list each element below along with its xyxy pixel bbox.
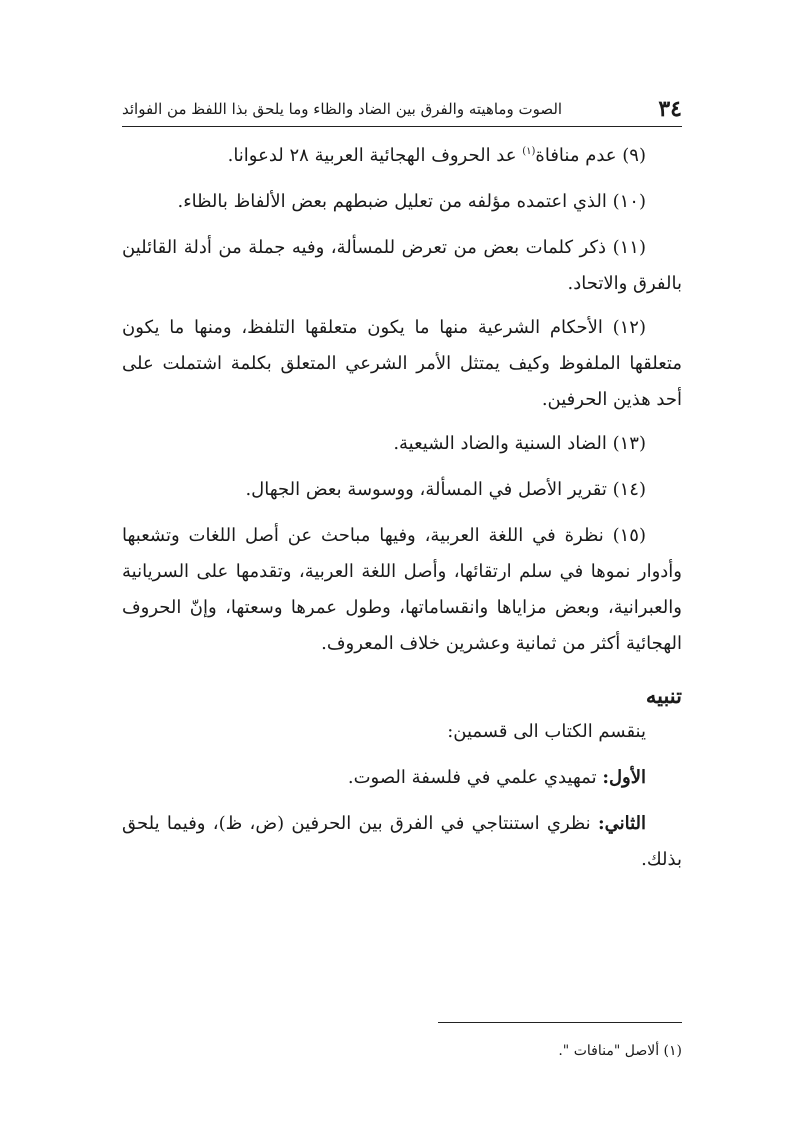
list-item: [122, 138, 682, 174]
footnote-reference: (١): [522, 146, 536, 157]
footnote-divider: [438, 1022, 682, 1023]
running-title: الصوت وماهيته والفرق بين الضاد والظاء وما يلحق بذا اللفظ من الفوائد: [122, 100, 563, 118]
item-text: عد الحروف الهجائية العربية ٢٨ لدعوانا.: [227, 145, 523, 166]
list-item: (١٣) الضاد السنية والضاد الشيعية.: [393, 433, 646, 454]
part-label: الثاني:: [597, 813, 646, 834]
page-header: [122, 92, 682, 127]
list-item: (١١) ذكر كلمات بعض من تعرض للمسألة، وفيه جملة من أدلة القائلين بالفرق والاتحاد.: [122, 237, 682, 294]
note-part-one: [122, 760, 682, 796]
list-item: (١٤) تقرير الأصل في المسألة، ووسوسة بعض الجهال.: [245, 479, 646, 500]
section-heading: تنبيه: [645, 683, 682, 708]
list-item: (١٢) الأحكام الشرعية منها ما يكون متعلقها التلفظ، ومنها ما يكون متعلقها الملفوظ وكيف يمتثل الأمر الشرعي المتعلق بكلمة اشتملت على أحد هذين الحرفين.: [122, 317, 682, 410]
list-item: (١٥) نظرة في اللغة العربية، وفيها مباحث عن أصل اللغات وتشعبها وأدوار نموها في سلم ارتقائها، وأصل اللغة العربية، وتقدمها على السريانية والعبرانية، وبعض مزاياها وانقساماتها، وطول عمرها وسعتها، وإنّ الحروف الهجائية أكثر من ثمانية وعشرين خلاف المعروف.: [122, 525, 682, 654]
item-text: (٩) عدم منافاة: [535, 145, 646, 166]
list-item: (١٠) الذي اعتمده مؤلفه من تعليل ضبطهم بعض الألفاظ بالظاء.: [177, 191, 646, 212]
part-text: تمهيدي علمي في فلسفة الصوت.: [347, 767, 603, 788]
footnote: (١) ألاصل "منافات ".: [558, 1043, 682, 1059]
book-page: [122, 0, 682, 1134]
part-label: الأول:: [602, 767, 646, 788]
note-intro: ينقسم الكتاب الى قسمين:: [447, 721, 646, 742]
page-number: ٣٤: [658, 96, 682, 122]
note-part-two: [122, 806, 682, 878]
part-text: نظري استنتاجي في الفرق بين الحرفين (ض، ظ)، وفيما يلحق بذلك.: [122, 813, 682, 870]
page-body: [122, 138, 682, 886]
